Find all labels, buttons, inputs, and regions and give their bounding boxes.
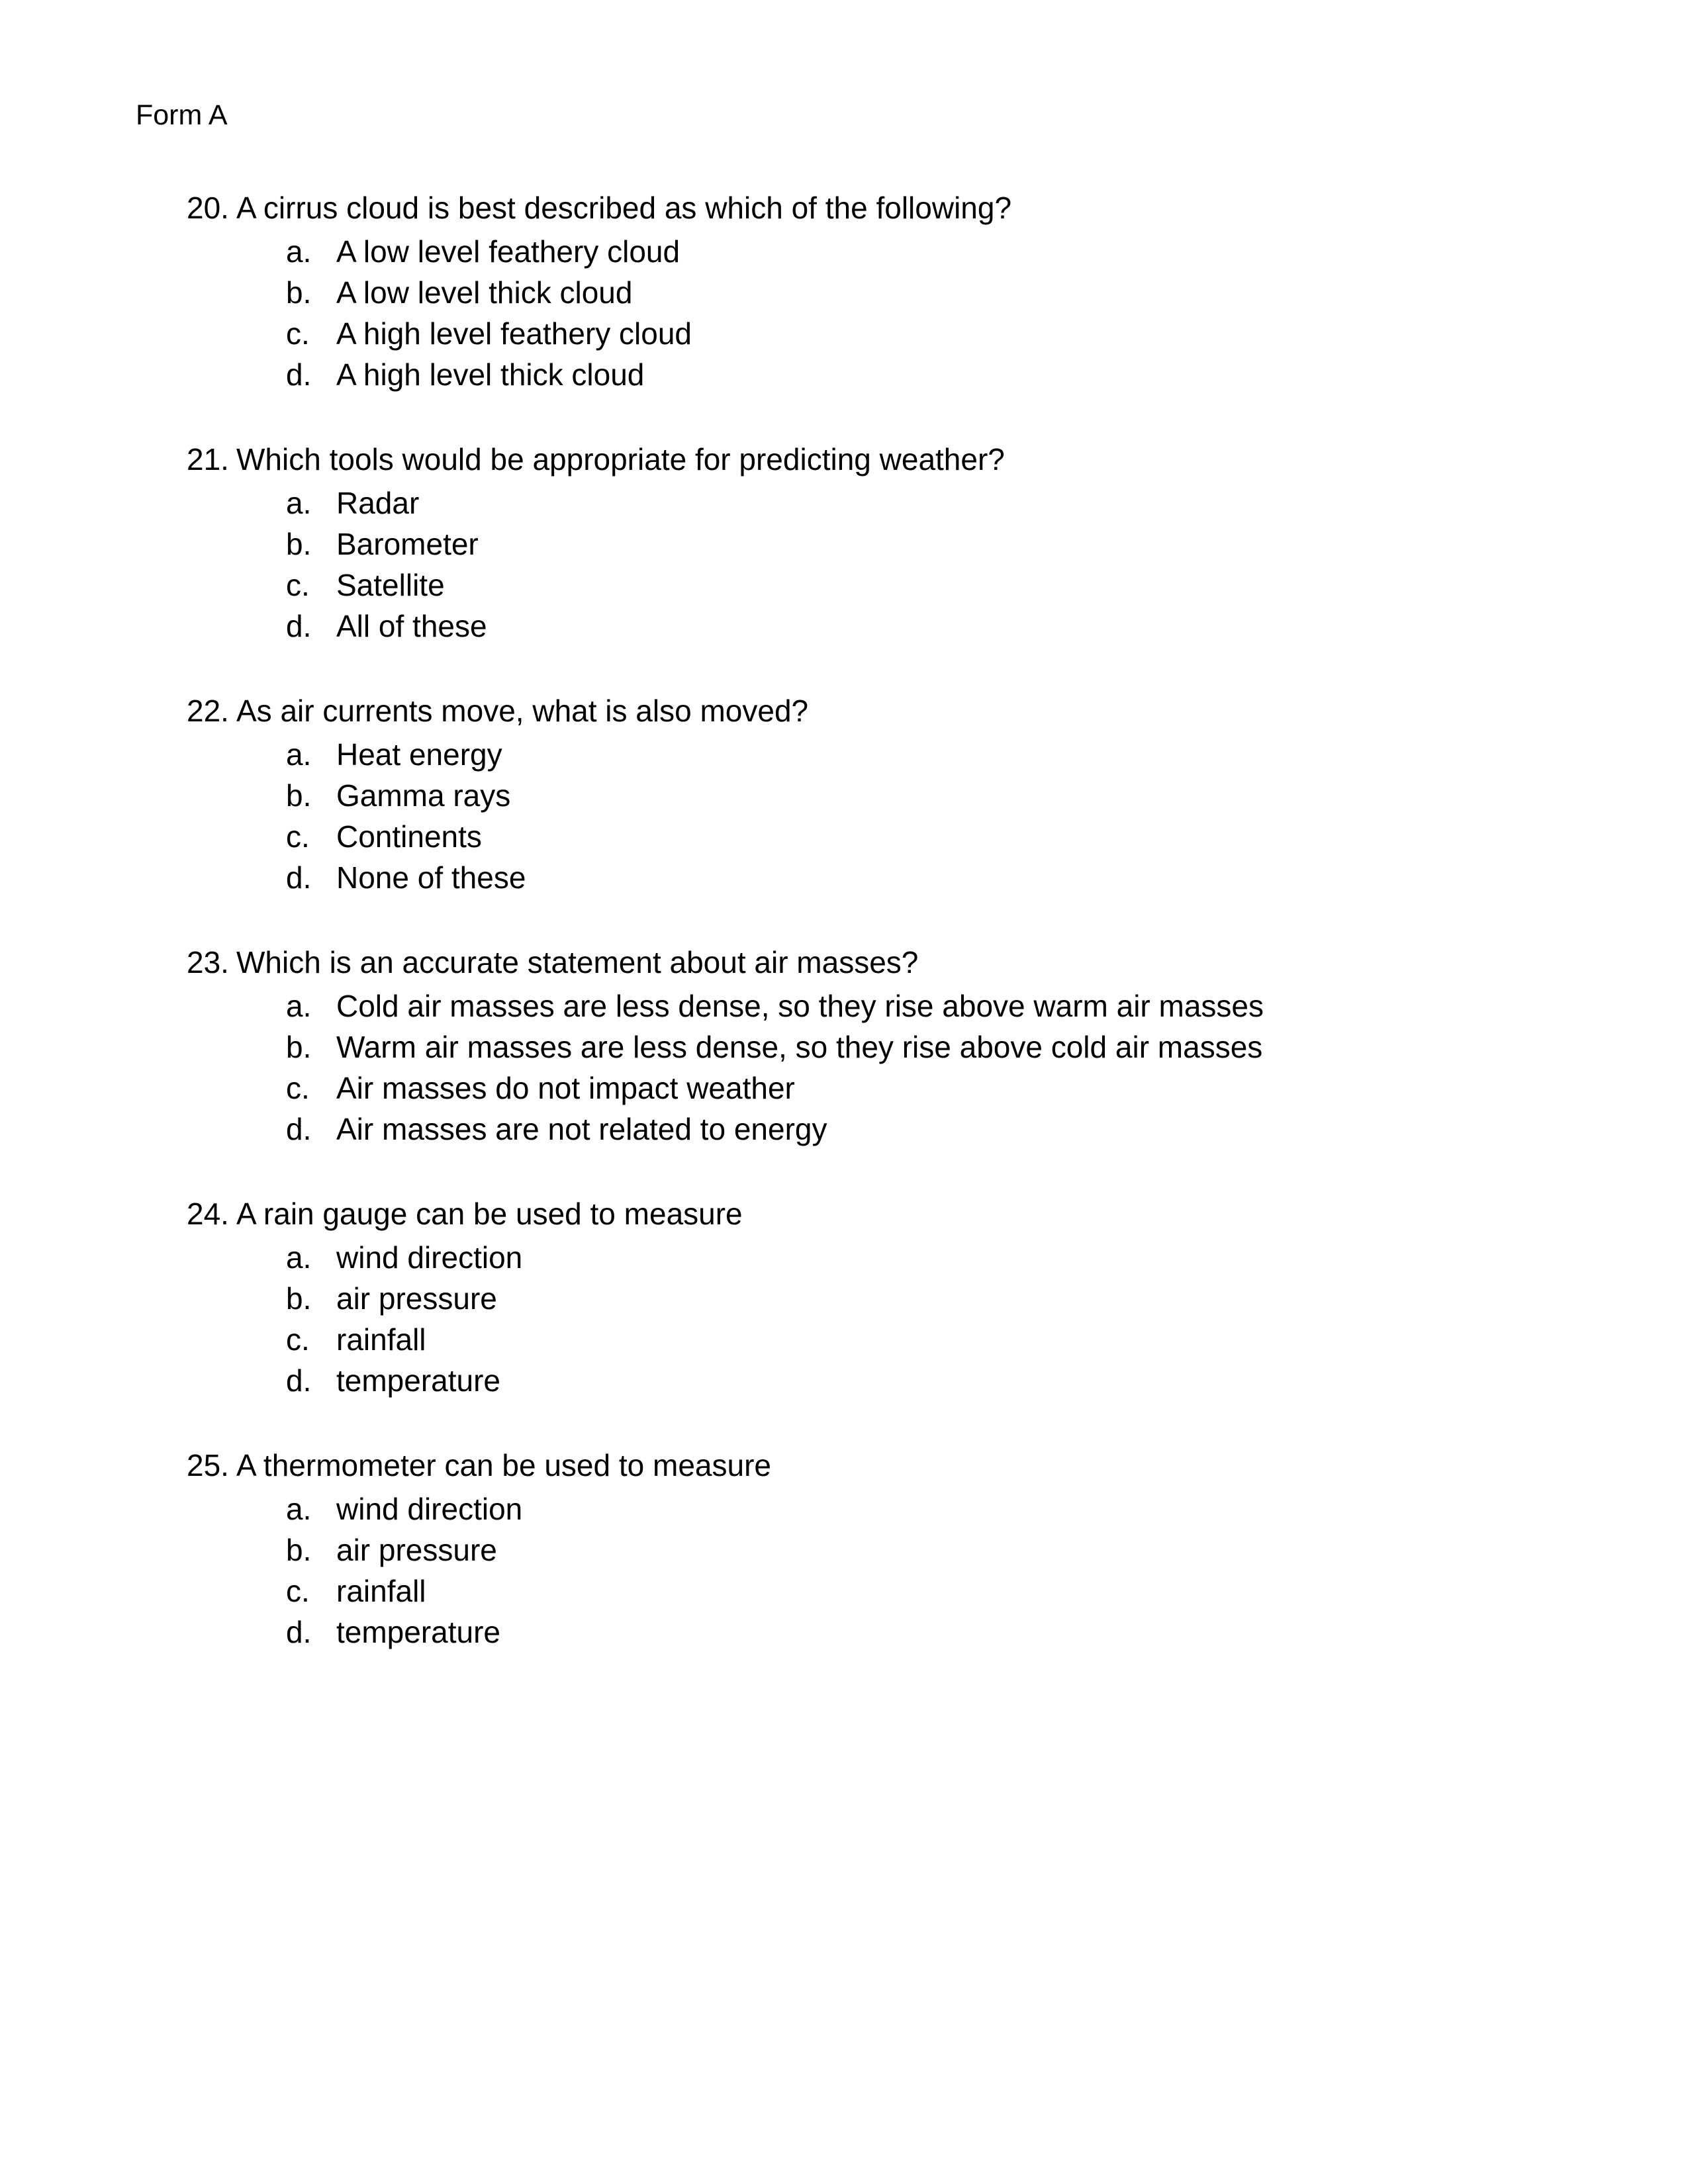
question-line: [0, 187, 1688, 228]
option-letter: a.: [286, 1240, 312, 1275]
option-letter: c.: [286, 1574, 310, 1608]
option-c: [0, 816, 1688, 857]
option-letter: d.: [286, 860, 312, 895]
option-text: temperature: [336, 1615, 501, 1649]
option-d: [0, 1612, 1688, 1653]
question-number: 24.: [187, 1197, 229, 1231]
option-a: [0, 734, 1688, 775]
option-text: Heat energy: [336, 737, 502, 772]
option-letter: d.: [286, 1112, 312, 1146]
option-text: A low level thick cloud: [336, 275, 633, 310]
options-list: [0, 482, 1688, 647]
question-number: 25.: [187, 1448, 229, 1482]
option-b: [0, 1026, 1688, 1068]
option-letter: c.: [286, 568, 310, 602]
option-a: [0, 1488, 1688, 1529]
option-letter: d.: [286, 609, 312, 643]
option-text: Gamma rays: [336, 778, 511, 813]
option-letter: a.: [286, 989, 312, 1023]
option-text: Continents: [336, 819, 482, 854]
question-22: [0, 690, 1688, 898]
option-text: Cold air masses are less dense, so they rise above warm air masses: [336, 989, 1264, 1023]
option-text: Barometer: [336, 527, 479, 561]
option-text: Warm air masses are less dense, so they rise above cold air masses: [336, 1030, 1263, 1064]
option-c: [0, 565, 1688, 606]
option-d: [0, 354, 1688, 395]
question-21: [0, 439, 1688, 647]
option-letter: b.: [286, 1533, 312, 1567]
question-line: [0, 942, 1688, 983]
question-24: [0, 1193, 1688, 1401]
option-a: [0, 231, 1688, 272]
question-number: 21.: [187, 442, 229, 477]
options-list: [0, 1237, 1688, 1401]
question-number: 22.: [187, 694, 229, 728]
question-line: [0, 439, 1688, 480]
question-20: [0, 187, 1688, 395]
question-25: [0, 1445, 1688, 1653]
question-line: [0, 1445, 1688, 1486]
option-text: temperature: [336, 1363, 501, 1398]
question-line: [0, 1193, 1688, 1234]
option-text: rainfall: [336, 1322, 426, 1357]
option-letter: b.: [286, 778, 312, 813]
question-text: Which tools would be appropriate for predicting weather?: [236, 442, 1005, 477]
option-text: All of these: [336, 609, 487, 643]
option-text: Air masses are not related to energy: [336, 1112, 827, 1146]
option-text: A high level thick cloud: [336, 357, 645, 392]
option-letter: b.: [286, 527, 312, 561]
option-b: [0, 272, 1688, 313]
option-letter: a.: [286, 737, 312, 772]
form-label: Form A: [136, 99, 228, 131]
option-b: [0, 775, 1688, 816]
option-letter: b.: [286, 275, 312, 310]
question-text: Which is an accurate statement about air masses?: [236, 945, 919, 979]
option-c: [0, 1319, 1688, 1360]
option-b: [0, 1529, 1688, 1570]
option-text: wind direction: [336, 1492, 523, 1526]
options-list: [0, 231, 1688, 395]
option-letter: b.: [286, 1030, 312, 1064]
option-a: [0, 985, 1688, 1026]
option-letter: a.: [286, 1492, 312, 1526]
question-23: [0, 942, 1688, 1150]
option-a: [0, 1237, 1688, 1278]
question-number: 23.: [187, 945, 229, 979]
question-number: 20.: [187, 191, 229, 225]
option-letter: c.: [286, 819, 310, 854]
question-text: A thermometer can be used to measure: [236, 1448, 771, 1482]
option-d: [0, 857, 1688, 898]
option-c: [0, 1570, 1688, 1612]
option-b: [0, 1278, 1688, 1319]
question-text: As air currents move, what is also moved?: [236, 694, 809, 728]
option-text: Air masses do not impact weather: [336, 1071, 795, 1105]
option-letter: d.: [286, 357, 312, 392]
option-b: [0, 523, 1688, 565]
option-a: [0, 482, 1688, 523]
option-d: [0, 1109, 1688, 1150]
option-letter: d.: [286, 1615, 312, 1649]
question-line: [0, 690, 1688, 731]
options-list: [0, 1488, 1688, 1653]
question-text: A rain gauge can be used to measure: [236, 1197, 743, 1231]
option-text: A low level feathery cloud: [336, 234, 680, 269]
option-text: wind direction: [336, 1240, 523, 1275]
option-text: Satellite: [336, 568, 445, 602]
option-d: [0, 606, 1688, 647]
option-letter: b.: [286, 1281, 312, 1316]
option-text: Radar: [336, 486, 420, 520]
option-text: air pressure: [336, 1533, 497, 1567]
option-d: [0, 1360, 1688, 1401]
option-text: rainfall: [336, 1574, 426, 1608]
option-text: None of these: [336, 860, 526, 895]
option-letter: a.: [286, 486, 312, 520]
option-letter: c.: [286, 1322, 310, 1357]
option-letter: c.: [286, 1071, 310, 1105]
option-letter: d.: [286, 1363, 312, 1398]
options-list: [0, 985, 1688, 1150]
question-text: A cirrus cloud is best described as which of the following?: [236, 191, 1012, 225]
options-list: [0, 734, 1688, 898]
option-letter: c.: [286, 316, 310, 351]
option-text: A high level feathery cloud: [336, 316, 692, 351]
option-letter: a.: [286, 234, 312, 269]
option-c: [0, 1068, 1688, 1109]
quiz-body: [0, 187, 1688, 1696]
option-c: [0, 313, 1688, 354]
option-text: air pressure: [336, 1281, 497, 1316]
